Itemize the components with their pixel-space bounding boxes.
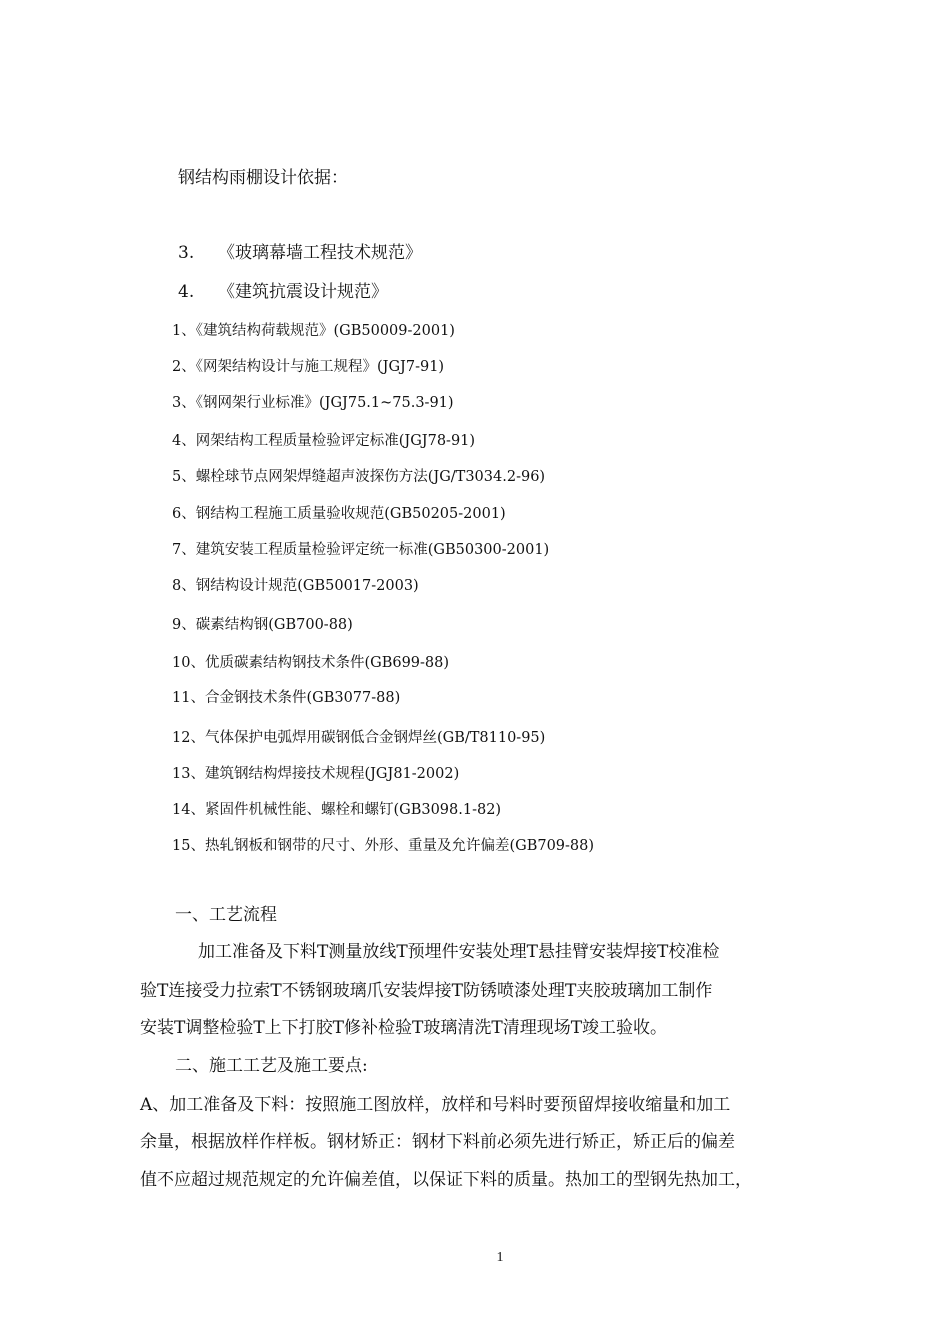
reference-item: 13、建筑钢结构焊接技术规程(JGJ81-2002) — [172, 766, 460, 782]
reference-item: 12、气体保护电弧焊用碳钢低合金钢焊丝(GB/T8110-95) — [172, 730, 546, 746]
paragraph-line: A、加工准备及下料：按照施工图放样，放样和号料时要预留焊接收缩量和加工 — [140, 1095, 731, 1115]
paragraph-line: 余量，根据放样作样板。钢材矫正：钢材下料前必须先进行矫正，矫正后的偏差 — [140, 1132, 735, 1152]
paragraph-line: 安装T调整检验T上下打胶T修补检验T玻璃清洗T清理现场T竣工验收。 — [140, 1018, 668, 1038]
paragraph-line: 值不应超过规范规定的允许偏差值，以保证下料的质量。热加工的型钢先热加工， — [140, 1170, 752, 1190]
section-heading: 一、工艺流程 — [175, 905, 277, 925]
reference-item: 3、《钢网架行业标准》(JGJ75.1~75.3-91) — [172, 395, 454, 411]
document-heading: 钢结构雨棚设计依据： — [178, 168, 348, 188]
paragraph-line: 加工准备及下料T测量放线T预埋件安装处理T悬挂臂安装焊接T校准检 — [198, 942, 720, 962]
reference-item: 4、网架结构工程质量检验评定标准(JGJ78-91) — [172, 433, 476, 449]
numbered-item — [178, 245, 422, 262]
reference-item: 8、钢结构设计规范(GB50017-2003) — [172, 578, 419, 594]
section-heading: 二、施工工艺及施工要点: — [175, 1056, 368, 1076]
item-text: 《玻璃幕墙工程技术规范》 — [218, 243, 422, 263]
reference-item: 14、紧固件机械性能、螺栓和螺钉(GB3098.1-82) — [172, 802, 502, 818]
reference-item: 6、钢结构工程施工质量验收规范(GB50205-2001) — [172, 506, 506, 522]
reference-item: 11、合金钢技术条件(GB3077-88) — [172, 690, 401, 706]
paragraph-line: 验T连接受力拉索T不锈钢玻璃爪安装焊接T防锈喷漆处理T夹胶玻璃加工制作 — [140, 981, 713, 1001]
reference-item: 9、碳素结构钢(GB700-88) — [172, 617, 353, 633]
page-number: 1 — [496, 1250, 504, 1265]
item-text: 《建筑抗震设计规范》 — [218, 282, 388, 302]
reference-item: 15、热轧钢板和钢带的尺寸、外形、重量及允许偏差(GB709-88) — [172, 838, 595, 854]
item-number: 4. — [178, 282, 195, 302]
reference-item: 5、螺栓球节点网架焊缝超声波探伤方法(JG/T3034.2-96) — [172, 469, 546, 485]
reference-item: 1、《建筑结构荷载规范》(GB50009-2001) — [172, 323, 455, 339]
numbered-item — [178, 284, 388, 301]
item-number: 3. — [178, 243, 195, 263]
reference-item: 10、优质碳素结构钢技术条件(GB699-88) — [172, 655, 450, 671]
reference-item: 7、建筑安装工程质量检验评定统一标准(GB50300-2001) — [172, 542, 550, 558]
reference-item: 2、《网架结构设计与施工规程》(JGJ7-91) — [172, 359, 445, 375]
